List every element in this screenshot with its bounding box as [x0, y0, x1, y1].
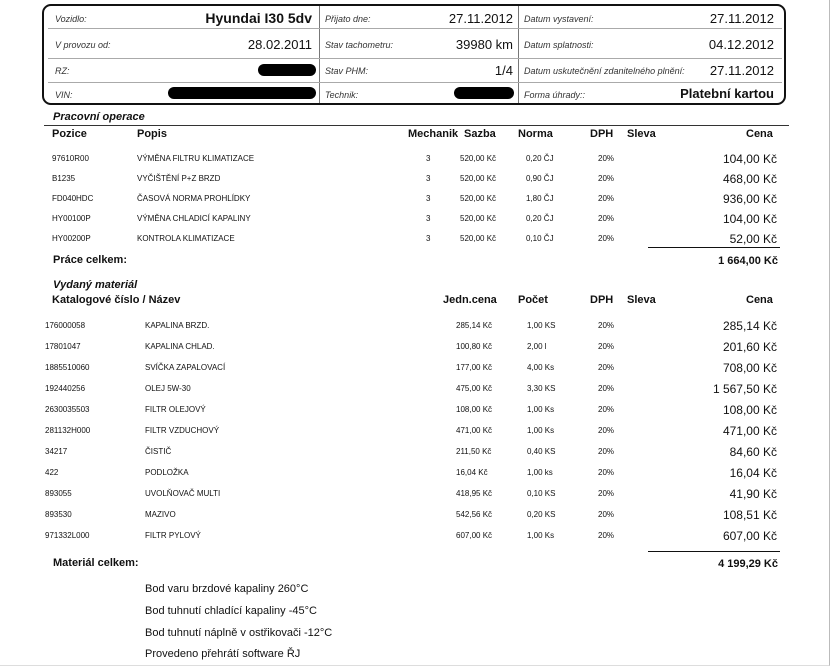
- material-row-unit-price: 108,00 Kč: [456, 405, 493, 414]
- material-row-code: 971332L000: [45, 531, 90, 540]
- issued-label: Datum vystavení:: [524, 14, 594, 24]
- material-row-vat: 20%: [598, 468, 615, 477]
- work-row-code: HY00100P: [52, 214, 91, 223]
- material-row-price: 1 567,50 Kč: [712, 382, 777, 396]
- material-row-price: 471,00 Kč: [722, 424, 777, 438]
- material-row-code: 192440256: [45, 384, 86, 393]
- material-row-vat: 20%: [598, 510, 615, 519]
- header-row-line-1: [48, 28, 782, 29]
- material-row-count: 0,10 KS: [527, 489, 556, 498]
- work-row-vat: 20%: [598, 234, 615, 243]
- header-row-line-3: [48, 82, 782, 83]
- work-row-norm: 0,20 ČJ: [526, 154, 554, 163]
- material-row-code: 893055: [45, 489, 72, 498]
- material-row-price: 16,04 Kč: [729, 466, 777, 480]
- material-row-vat: 20%: [598, 321, 615, 330]
- work-row-rate: 520,00 Kč: [460, 234, 497, 243]
- material-row-vat: 20%: [598, 384, 615, 393]
- material-row-price: 84,60 Kč: [729, 445, 777, 459]
- material-row-price: 607,00 Kč: [722, 529, 777, 543]
- work-total-rule: [648, 247, 780, 248]
- work-row-price: 52,00 Kč: [729, 232, 777, 246]
- work-row-mechanic: 3: [426, 234, 431, 243]
- material-row-unit-price: 542,56 Kč: [456, 510, 493, 519]
- work-row-price: 104,00 Kč: [722, 152, 777, 166]
- fuel-value: 1/4: [494, 63, 513, 78]
- due-label: Datum splatnosti:: [524, 40, 594, 50]
- payment-value: Platební kartou: [680, 86, 774, 101]
- odometer-label: Stav tachometru:: [325, 40, 394, 50]
- material-total-value: 4 199,29 Kč: [718, 558, 778, 570]
- received-value: 27.11.2012: [448, 11, 513, 26]
- col-position: Pozice: [52, 128, 87, 140]
- material-row-code: 422: [45, 468, 59, 477]
- material-row-count: 3,30 KS: [527, 384, 556, 393]
- material-row-vat: 20%: [598, 531, 615, 540]
- material-total-label: Materiál celkem:: [53, 557, 139, 569]
- work-section-rule: [44, 125, 789, 126]
- work-section-title: Pracovní operace: [53, 111, 145, 123]
- work-row-code: FD040HDC: [52, 194, 94, 203]
- material-row-unit-price: 16,04 Kč: [456, 468, 488, 477]
- in-service-label: V provozu od:: [55, 40, 111, 50]
- work-row-mechanic: 3: [426, 194, 431, 203]
- material-row-name: KAPALINA CHLAD.: [145, 342, 215, 351]
- col-vat: DPH: [590, 128, 614, 140]
- work-row-code: 97610R00: [52, 154, 89, 163]
- work-row-norm: 0,90 ČJ: [526, 174, 554, 183]
- work-row-description: VÝMĚNA CHLADICÍ KAPALINY: [137, 214, 251, 223]
- material-row-count: 0,40 KS: [527, 447, 556, 456]
- material-row-name: FILTR VZDUCHOVÝ: [145, 426, 220, 435]
- material-row-vat: 20%: [598, 489, 615, 498]
- material-row-count: 1,00 Ks: [527, 531, 555, 540]
- note-line: Bod tuhnutí náplně v ostřikovači -12°C: [145, 627, 333, 639]
- work-row-vat: 20%: [598, 214, 615, 223]
- material-row-count: 4,00 Ks: [527, 363, 555, 372]
- material-row-name: ČISTIČ: [145, 447, 172, 456]
- col-rate: Sazba: [464, 128, 496, 140]
- col-catalog: Katalogové číslo / Název: [52, 294, 181, 306]
- material-row-unit-price: 418,95 Kč: [456, 489, 493, 498]
- material-row-code: 34217: [45, 447, 68, 456]
- col-price: Cena: [746, 128, 773, 140]
- material-row-name: UVOLŇOVAČ MULTI: [145, 489, 221, 498]
- note-line: Provedeno přehrátí software ŘJ: [145, 648, 301, 660]
- material-row-vat: 20%: [598, 426, 615, 435]
- received-label: Přijato dne:: [325, 14, 371, 24]
- material-row-code: 281132H000: [45, 426, 91, 435]
- material-row-name: PODLOŽKA: [145, 468, 189, 477]
- work-row-mechanic: 3: [426, 214, 431, 223]
- material-row-vat: 20%: [598, 342, 615, 351]
- work-row-rate: 520,00 Kč: [460, 154, 497, 163]
- work-row-description: KONTROLA KLIMATIZACE: [137, 234, 235, 243]
- note-line: Bod varu brzdové kapaliny 260°C: [145, 583, 309, 595]
- col-vat-mat: DPH: [590, 294, 614, 306]
- material-row-price: 708,00 Kč: [722, 361, 777, 375]
- vehicle-value: Hyundai I30 5dv: [205, 10, 312, 26]
- header-divider-1: [319, 6, 320, 103]
- material-row-code: 176000058: [45, 321, 86, 330]
- material-row-name: SVÍČKA ZAPALOVACÍ: [145, 363, 226, 372]
- material-total-rule: [648, 551, 780, 552]
- material-row-name: FILTR PYLOVÝ: [145, 531, 201, 540]
- material-row-unit-price: 177,00 Kč: [456, 363, 493, 372]
- material-row-count: 1,00 Ks: [527, 426, 555, 435]
- work-row-vat: 20%: [598, 174, 615, 183]
- material-row-price: 201,60 Kč: [722, 340, 777, 354]
- material-row-count: 1,00 KS: [527, 321, 556, 330]
- material-row-count: 2,00 l: [527, 342, 547, 351]
- material-row-price: 285,14 Kč: [722, 319, 777, 333]
- vehicle-info-box: [42, 4, 786, 105]
- material-row-vat: 20%: [598, 405, 615, 414]
- vehicle-label: Vozidlo:: [55, 14, 87, 24]
- material-row-code: 1885510060: [45, 363, 90, 372]
- work-row-price: 468,00 Kč: [722, 172, 777, 186]
- work-row-rate: 520,00 Kč: [460, 194, 497, 203]
- issued-value: 27.11.2012: [709, 11, 774, 26]
- col-count: Počet: [518, 294, 548, 306]
- work-row-description: VYČIŠTĚNÍ P+Z BRZD: [137, 174, 221, 183]
- col-unit-price: Jedn.cena: [443, 294, 497, 306]
- material-row-name: MAZIVO: [145, 510, 176, 519]
- material-row-code: 893530: [45, 510, 72, 519]
- material-row-count: 1,00 ks: [527, 468, 553, 477]
- header-row-line-2: [48, 58, 782, 59]
- material-row-vat: 20%: [598, 447, 615, 456]
- material-row-unit-price: 471,00 Kč: [456, 426, 493, 435]
- rz-label: RZ:: [55, 66, 70, 76]
- col-norm: Norma: [518, 128, 553, 140]
- col-price-mat: Cena: [746, 294, 773, 306]
- material-row-name: FILTR OLEJOVÝ: [145, 405, 206, 414]
- col-mechanic: Mechanik: [408, 128, 459, 140]
- col-discount-mat: Sleva: [627, 294, 656, 306]
- work-total-label: Práce celkem:: [53, 254, 127, 266]
- work-row-vat: 20%: [598, 154, 615, 163]
- col-discount: Sleva: [627, 128, 656, 140]
- payment-label: Forma úhrady::: [524, 90, 586, 100]
- material-row-code: 2630035503: [45, 405, 90, 414]
- material-row-unit-price: 607,00 Kč: [456, 531, 493, 540]
- material-row-price: 108,51 Kč: [722, 508, 777, 522]
- material-row-unit-price: 100,80 Kč: [456, 342, 493, 351]
- work-row-rate: 520,00 Kč: [460, 174, 497, 183]
- material-row-price: 108,00 Kč: [722, 403, 777, 417]
- vin-label: VIN:: [55, 90, 73, 100]
- material-row-unit-price: 475,00 Kč: [456, 384, 493, 393]
- work-row-description: ČASOVÁ NORMA PROHLÍDKY: [137, 194, 251, 203]
- technician-label: Technik:: [325, 90, 359, 100]
- material-row-price: 41,90 Kč: [729, 487, 777, 501]
- work-row-rate: 520,00 Kč: [460, 214, 497, 223]
- fuel-label: Stav PHM:: [325, 66, 369, 76]
- material-row-count: 0,20 KS: [527, 510, 556, 519]
- material-row-code: 17801047: [45, 342, 81, 351]
- work-row-mechanic: 3: [426, 154, 431, 163]
- due-value: 04.12.2012: [708, 37, 774, 52]
- work-row-description: VÝMĚNA FILTRU KLIMATIZACE: [137, 154, 255, 163]
- material-section-title: Vydaný materiál: [53, 279, 138, 291]
- work-row-code: B1235: [52, 174, 76, 183]
- header-divider-2: [518, 6, 519, 103]
- material-row-vat: 20%: [598, 363, 615, 372]
- material-row-name: KAPALINA BRZD.: [145, 321, 210, 330]
- col-description: Popis: [137, 128, 167, 140]
- work-row-vat: 20%: [598, 194, 615, 203]
- work-row-mechanic: 3: [426, 174, 431, 183]
- odometer-value: 39980 km: [455, 37, 513, 52]
- work-row-norm: 1,80 ČJ: [526, 194, 554, 203]
- work-row-code: HY00200P: [52, 234, 91, 243]
- in-service-value: 28.02.2011: [247, 37, 312, 52]
- material-row-unit-price: 211,50 Kč: [456, 447, 492, 456]
- work-row-norm: 0,20 ČJ: [526, 214, 554, 223]
- work-total-value: 1 664,00 Kč: [718, 255, 778, 267]
- work-row-norm: 0,10 ČJ: [526, 234, 554, 243]
- material-row-unit-price: 285,14 Kč: [456, 321, 493, 330]
- note-line: Bod tuhnutí chladící kapaliny -45°C: [145, 605, 317, 617]
- rz-redaction: [258, 64, 316, 76]
- technician-redaction: [454, 87, 514, 99]
- work-row-price: 104,00 Kč: [722, 212, 777, 226]
- material-row-count: 1,00 Ks: [527, 405, 555, 414]
- taxable-label: Datum uskutečnění zdanitelného plnění:: [524, 66, 685, 76]
- vin-redaction: [168, 87, 316, 99]
- work-row-price: 936,00 Kč: [722, 192, 777, 206]
- material-row-name: OLEJ 5W-30: [145, 384, 191, 393]
- taxable-value: 27.11.2012: [709, 63, 774, 78]
